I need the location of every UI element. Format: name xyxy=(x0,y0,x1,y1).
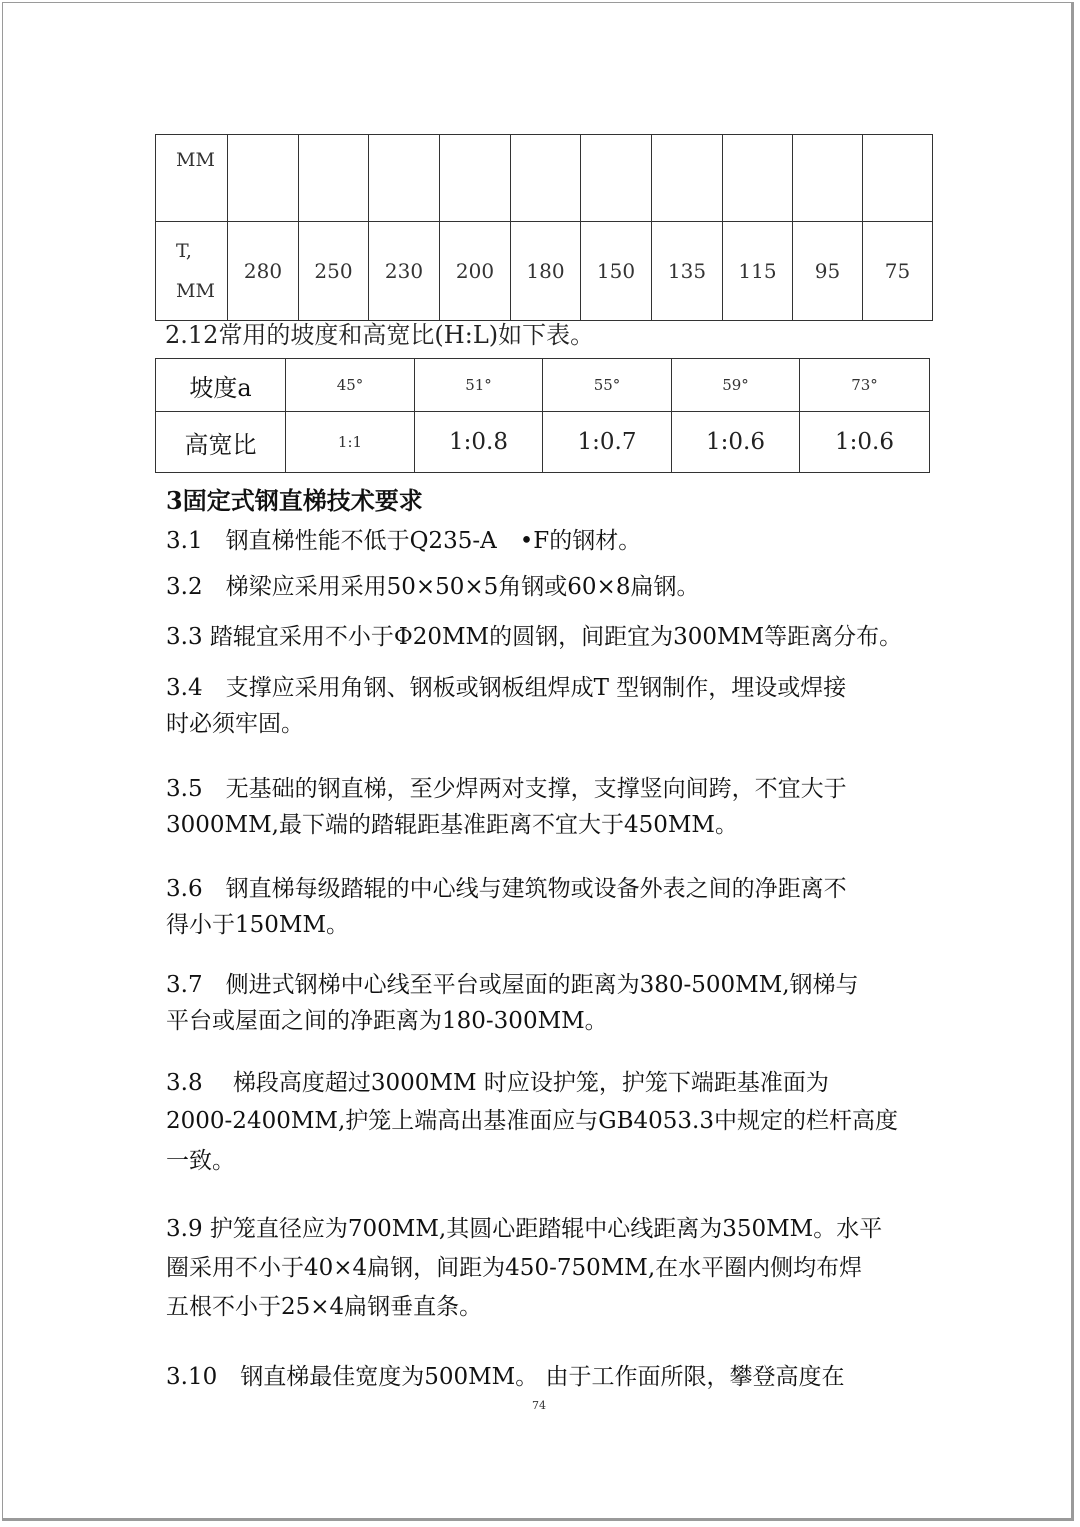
slope-cell: 73° xyxy=(800,359,930,412)
paragraph-3-9-line1: 3.9 护笼直径应为700MM,其圆心距踏辊中心线距离为350MM。水平 xyxy=(166,1216,883,1242)
paragraph-3-8-line3: 一致。 xyxy=(166,1148,235,1174)
paragraph-3-8-line2: 2000-2400MM,护笼上端高出基准面应与GB4053.3中规定的栏杆高度 xyxy=(166,1108,899,1134)
table-cell: 115 xyxy=(723,222,793,321)
paragraph-3-10-line1: 3.10 钢直梯最佳宽度为500MM。 由于工作面所限，攀登高度在 xyxy=(166,1364,845,1390)
ratio-cell: 1:0.7 xyxy=(543,412,672,473)
paragraph-3-1: 3.1 钢直梯性能不低于Q235-A •F的钢材。 xyxy=(166,528,642,554)
paragraph-3-5-line2: 3000MM,最下端的踏辊距基准距离不宜大于450MM。 xyxy=(166,812,738,838)
section-heading: 3固定式钢直梯技术要求 xyxy=(166,486,423,515)
table-cell xyxy=(581,135,652,222)
table-cell: 75 xyxy=(863,222,933,321)
table1-row2-label xyxy=(156,222,228,321)
document-page xyxy=(2,2,1074,1521)
paragraph-3-9-line2: 圈采用不小于40×4扁钢，间距为450-750MM,在水平圈内侧均布焊 xyxy=(166,1255,863,1281)
table-cell: 180 xyxy=(511,222,581,321)
paragraph-3-4-line2: 时必须牢固。 xyxy=(166,711,304,737)
paragraph-3-6-line2: 得小于150MM。 xyxy=(166,912,350,938)
table-cell: 250 xyxy=(299,222,369,321)
paragraph-3-6-line1: 3.6 钢直梯每级踏辊的中心线与建筑物或设备外表之间的净距离不 xyxy=(166,876,847,902)
slope-cell: 55° xyxy=(543,359,672,412)
paragraph-3-5-line1: 3.5 无基础的钢直梯，至少焊两对支撑，支撑竖向间跨，不宜大于 xyxy=(166,776,847,802)
table1-row2-label-line2: MM xyxy=(176,280,215,302)
paragraph-3-7-line2: 平台或屋面之间的净距离为180-300MM。 xyxy=(166,1008,608,1034)
table1-row1-label: MM xyxy=(156,135,228,222)
table-cell xyxy=(723,135,793,222)
ratio-cell: 1:1 xyxy=(286,412,415,473)
step-thickness-table xyxy=(155,134,933,321)
ratio-cell: 1:0.8 xyxy=(415,412,543,473)
paragraph-3-9-line3: 五根不小于25×4扁钢垂直条。 xyxy=(166,1294,483,1320)
table-cell xyxy=(299,135,369,222)
paragraph-3-3: 3.3 踏辊宜采用不小于Φ20MM的圆钢，间距宜为300MM等距离分布。 xyxy=(166,624,903,650)
table-cell: 95 xyxy=(793,222,863,321)
table-cell: 135 xyxy=(652,222,723,321)
ratio-cell: 1:0.6 xyxy=(800,412,930,473)
slope-cell: 59° xyxy=(672,359,800,412)
paragraph-3-7-line1: 3.7 侧进式钢梯中心线至平台或屋面的距离为380-500MM,钢梯与 xyxy=(166,972,859,998)
table-cell xyxy=(440,135,511,222)
slope-ratio-table xyxy=(155,358,930,473)
table-caption: 2.12常用的坡度和高宽比(H:L)如下表。 xyxy=(165,321,595,349)
table-cell xyxy=(863,135,933,222)
paragraph-3-8-line1: 3.8 梯段高度超过3000MM 时应设护笼，护笼下端距基准面为 xyxy=(166,1070,829,1096)
table-cell xyxy=(369,135,440,222)
table1-row2-label-line1: T, xyxy=(176,240,192,262)
table-cell xyxy=(511,135,581,222)
slope-cell: 45° xyxy=(286,359,415,412)
ratio-cell: 1:0.6 xyxy=(672,412,800,473)
table-cell: 200 xyxy=(440,222,511,321)
table-cell xyxy=(793,135,863,222)
table-cell: 280 xyxy=(228,222,299,321)
table-cell: 230 xyxy=(369,222,440,321)
table-cell xyxy=(228,135,299,222)
paragraph-3-2: 3.2 梯梁应采用采用50×50×5角钢或60×8扁钢。 xyxy=(166,574,700,600)
slope-cell: 51° xyxy=(415,359,543,412)
table-cell: 150 xyxy=(581,222,652,321)
page-number: 74 xyxy=(532,1399,546,1412)
slope-label: 坡度a xyxy=(156,359,286,412)
ratio-label: 高宽比 xyxy=(156,412,286,473)
paragraph-3-4-line1: 3.4 支撑应采用角钢、钢板或钢板组焊成T 型钢制作，埋设或焊接 xyxy=(166,675,847,701)
table-cell xyxy=(652,135,723,222)
